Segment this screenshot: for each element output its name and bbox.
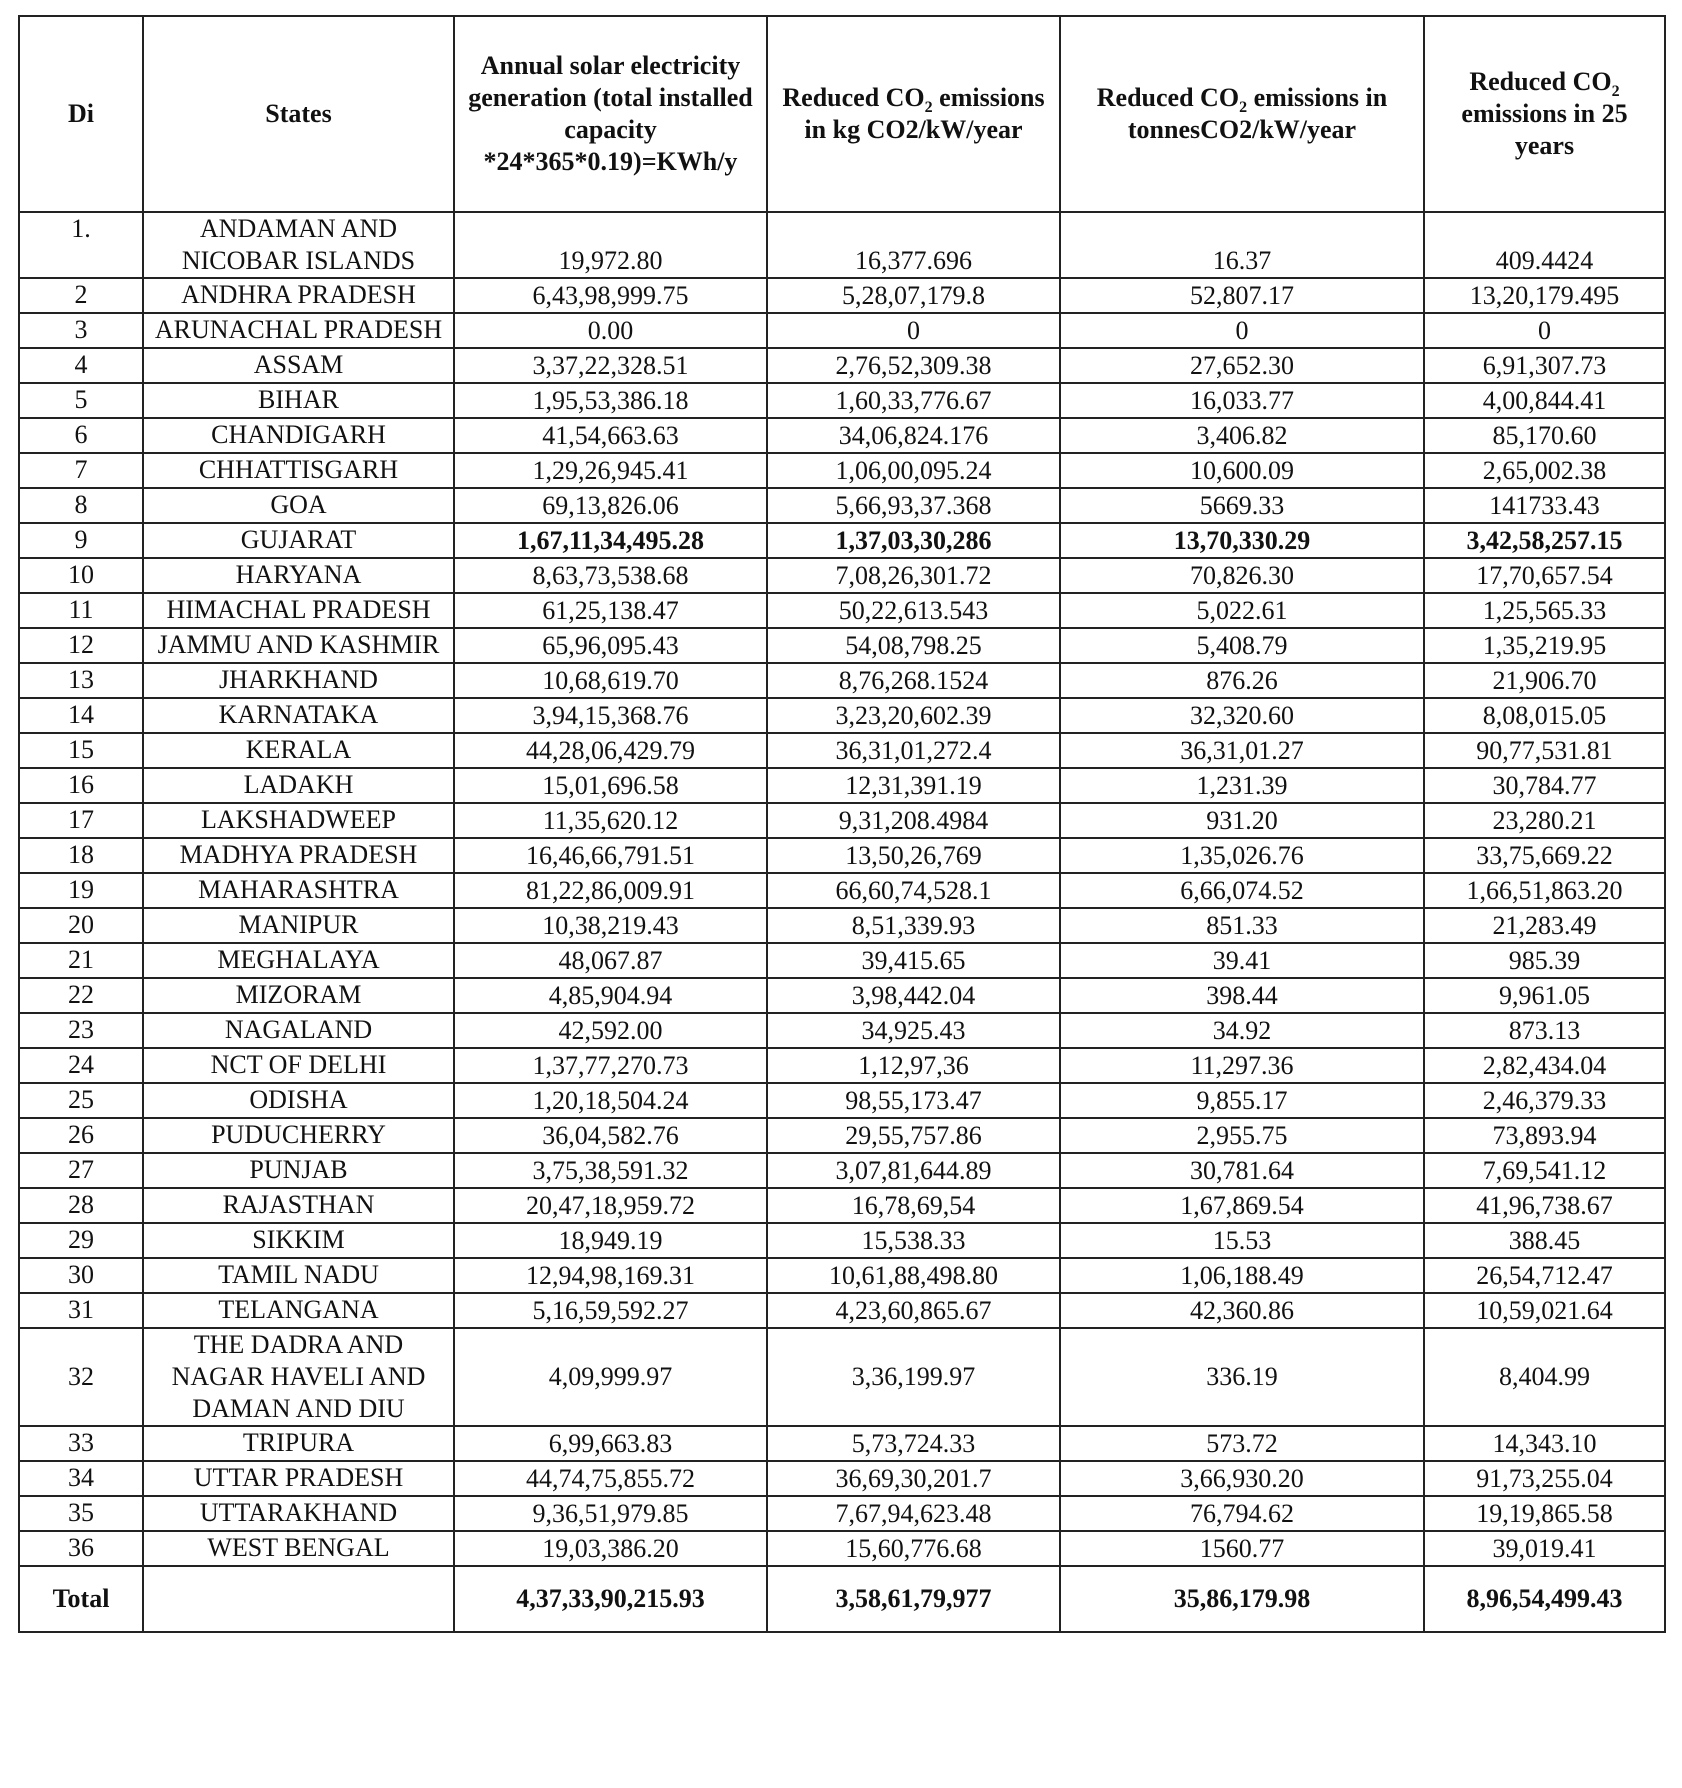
- row-reduced-25-years: 85,170.60: [1424, 418, 1665, 453]
- row-reduced-kg: 8,51,339.93: [767, 908, 1060, 943]
- total-tonnes: 35,86,179.98: [1060, 1566, 1424, 1632]
- row-index: 25: [19, 1083, 143, 1118]
- row-reduced-25-years: 14,343.10: [1424, 1426, 1665, 1461]
- table-row: [19, 1118, 1665, 1153]
- row-index: 29: [19, 1223, 143, 1258]
- row-state: GOA: [143, 488, 454, 523]
- row-reduced-25-years: 2,82,434.04: [1424, 1048, 1665, 1083]
- row-reduced-tonnes: 1560.77: [1060, 1531, 1424, 1566]
- row-reduced-25-years: 30,784.77: [1424, 768, 1665, 803]
- table-row: [19, 1258, 1665, 1293]
- row-reduced-25-years: 21,283.49: [1424, 908, 1665, 943]
- row-index: 15: [19, 733, 143, 768]
- table-row: [19, 1293, 1665, 1328]
- row-state: TAMIL NADU: [143, 1258, 454, 1293]
- row-reduced-tonnes: 3,406.82: [1060, 418, 1424, 453]
- row-annual-generation: 44,28,06,429.79: [454, 733, 767, 768]
- table-row: [19, 418, 1665, 453]
- total-kg: 3,58,61,79,977: [767, 1566, 1060, 1632]
- header-annual-generation: Annual solar electricity generation (total installed capacity *24*365*0.19)=KWh/y: [454, 16, 767, 212]
- row-reduced-25-years: 90,77,531.81: [1424, 733, 1665, 768]
- row-reduced-25-years: 388.45: [1424, 1223, 1665, 1258]
- table-row: [19, 1531, 1665, 1566]
- row-state: WEST BENGAL: [143, 1531, 454, 1566]
- row-reduced-25-years: 141733.43: [1424, 488, 1665, 523]
- row-state: SIKKIM: [143, 1223, 454, 1258]
- row-reduced-25-years: 409.4424: [1424, 212, 1665, 278]
- row-reduced-kg: 9,31,208.4984: [767, 803, 1060, 838]
- row-reduced-tonnes: 13,70,330.29: [1060, 523, 1424, 558]
- row-annual-generation: 41,54,663.63: [454, 418, 767, 453]
- total-state: [143, 1566, 454, 1632]
- row-reduced-25-years: 41,96,738.67: [1424, 1188, 1665, 1223]
- row-reduced-tonnes: 32,320.60: [1060, 698, 1424, 733]
- row-annual-generation: 11,35,620.12: [454, 803, 767, 838]
- row-reduced-25-years: 21,906.70: [1424, 663, 1665, 698]
- row-annual-generation: 65,96,095.43: [454, 628, 767, 663]
- row-reduced-tonnes: 9,855.17: [1060, 1083, 1424, 1118]
- row-reduced-kg: 54,08,798.25: [767, 628, 1060, 663]
- row-reduced-kg: 1,06,00,095.24: [767, 453, 1060, 488]
- total-label: Total: [19, 1566, 143, 1632]
- table-row: [19, 628, 1665, 663]
- row-state: ODISHA: [143, 1083, 454, 1118]
- row-annual-generation: 18,949.19: [454, 1223, 767, 1258]
- row-reduced-25-years: 9,961.05: [1424, 978, 1665, 1013]
- row-annual-generation: 4,85,904.94: [454, 978, 767, 1013]
- row-index: 35: [19, 1496, 143, 1531]
- row-index: 4: [19, 348, 143, 383]
- header-reduced-kg-prefix: Reduced CO: [782, 83, 925, 112]
- table-row: [19, 768, 1665, 803]
- row-reduced-kg: 3,98,442.04: [767, 978, 1060, 1013]
- row-state: ANDHRA PRADESH: [143, 278, 454, 313]
- row-reduced-kg: 1,12,97,36: [767, 1048, 1060, 1083]
- row-annual-generation: 5,16,59,592.27: [454, 1293, 767, 1328]
- row-state: CHANDIGARH: [143, 418, 454, 453]
- row-index: 26: [19, 1118, 143, 1153]
- header-reduced-25-years: [1424, 16, 1665, 212]
- row-reduced-tonnes: 3,66,930.20: [1060, 1461, 1424, 1496]
- row-reduced-tonnes: 5,022.61: [1060, 593, 1424, 628]
- row-reduced-tonnes: 10,600.09: [1060, 453, 1424, 488]
- row-index: 22: [19, 978, 143, 1013]
- row-reduced-25-years: 23,280.21: [1424, 803, 1665, 838]
- row-state: MAHARASHTRA: [143, 873, 454, 908]
- row-reduced-25-years: 8,08,015.05: [1424, 698, 1665, 733]
- row-annual-generation: 61,25,138.47: [454, 593, 767, 628]
- row-reduced-kg: 7,67,94,623.48: [767, 1496, 1060, 1531]
- row-reduced-tonnes: 15.53: [1060, 1223, 1424, 1258]
- row-index: 10: [19, 558, 143, 593]
- row-reduced-kg: 4,23,60,865.67: [767, 1293, 1060, 1328]
- row-reduced-tonnes: 6,66,074.52: [1060, 873, 1424, 908]
- row-annual-generation: 1,37,77,270.73: [454, 1048, 767, 1083]
- row-annual-generation: 81,22,86,009.91: [454, 873, 767, 908]
- row-index: 34: [19, 1461, 143, 1496]
- row-state: LADAKH: [143, 768, 454, 803]
- row-reduced-kg: 0: [767, 313, 1060, 348]
- row-reduced-tonnes: 398.44: [1060, 978, 1424, 1013]
- row-state: JAMMU AND KASHMIR: [143, 628, 454, 663]
- row-annual-generation: 0.00: [454, 313, 767, 348]
- row-state: CHHATTISGARH: [143, 453, 454, 488]
- row-reduced-kg: 50,22,613.543: [767, 593, 1060, 628]
- row-annual-generation: 42,592.00: [454, 1013, 767, 1048]
- row-annual-generation: 36,04,582.76: [454, 1118, 767, 1153]
- row-reduced-kg: 66,60,74,528.1: [767, 873, 1060, 908]
- row-index: 2: [19, 278, 143, 313]
- table-row: [19, 212, 1665, 278]
- row-reduced-25-years: 26,54,712.47: [1424, 1258, 1665, 1293]
- row-annual-generation: 16,46,66,791.51: [454, 838, 767, 873]
- row-state: LAKSHADWEEP: [143, 803, 454, 838]
- row-reduced-tonnes: 2,955.75: [1060, 1118, 1424, 1153]
- row-index: 36: [19, 1531, 143, 1566]
- row-annual-generation: 15,01,696.58: [454, 768, 767, 803]
- row-state: MEGHALAYA: [143, 943, 454, 978]
- table-row: [19, 1461, 1665, 1496]
- row-state: KARNATAKA: [143, 698, 454, 733]
- row-state: MIZORAM: [143, 978, 454, 1013]
- table-row: [19, 523, 1665, 558]
- row-reduced-tonnes: 34.92: [1060, 1013, 1424, 1048]
- row-state: PUDUCHERRY: [143, 1118, 454, 1153]
- row-reduced-tonnes: 52,807.17: [1060, 278, 1424, 313]
- total-annual: 4,37,33,90,215.93: [454, 1566, 767, 1632]
- table-row: [19, 383, 1665, 418]
- row-reduced-25-years: 873.13: [1424, 1013, 1665, 1048]
- row-reduced-25-years: 8,404.99: [1424, 1328, 1665, 1426]
- table-row: [19, 943, 1665, 978]
- row-index: 12: [19, 628, 143, 663]
- row-state: ARUNACHAL PRADESH: [143, 313, 454, 348]
- row-annual-generation: 20,47,18,959.72: [454, 1188, 767, 1223]
- table-row: [19, 278, 1665, 313]
- row-reduced-tonnes: 1,35,026.76: [1060, 838, 1424, 873]
- row-state: JHARKHAND: [143, 663, 454, 698]
- header-reduced-tonnes-prefix: Reduced CO: [1096, 83, 1240, 112]
- row-state: ASSAM: [143, 348, 454, 383]
- row-state: UTTARAKHAND: [143, 1496, 454, 1531]
- row-reduced-kg: 34,925.43: [767, 1013, 1060, 1048]
- row-reduced-25-years: 0: [1424, 313, 1665, 348]
- table-row: [19, 348, 1665, 383]
- table-row: [19, 803, 1665, 838]
- row-index: 7: [19, 453, 143, 488]
- row-reduced-kg: 15,60,776.68: [767, 1531, 1060, 1566]
- total-25-years: 8,96,54,499.43: [1424, 1566, 1665, 1632]
- row-reduced-tonnes: 16,033.77: [1060, 383, 1424, 418]
- row-reduced-kg: 7,08,26,301.72: [767, 558, 1060, 593]
- row-index: 19: [19, 873, 143, 908]
- row-reduced-kg: 16,377.696: [767, 212, 1060, 278]
- row-annual-generation: 3,37,22,328.51: [454, 348, 767, 383]
- row-reduced-kg: 3,23,20,602.39: [767, 698, 1060, 733]
- table-row: [19, 733, 1665, 768]
- row-annual-generation: 10,68,619.70: [454, 663, 767, 698]
- row-annual-generation: 44,74,75,855.72: [454, 1461, 767, 1496]
- row-index: 5: [19, 383, 143, 418]
- table-row: [19, 1153, 1665, 1188]
- header-reduced-tonnes: [1060, 16, 1424, 212]
- table-row: [19, 1188, 1665, 1223]
- row-index: 17: [19, 803, 143, 838]
- row-annual-generation: 3,94,15,368.76: [454, 698, 767, 733]
- table-row: [19, 908, 1665, 943]
- row-reduced-tonnes: 39.41: [1060, 943, 1424, 978]
- header-di: Di: [19, 16, 143, 212]
- row-index: 32: [19, 1328, 143, 1426]
- row-state: NAGALAND: [143, 1013, 454, 1048]
- row-index: 8: [19, 488, 143, 523]
- row-reduced-kg: 3,07,81,644.89: [767, 1153, 1060, 1188]
- table-row: [19, 978, 1665, 1013]
- table-row: [19, 663, 1665, 698]
- row-reduced-tonnes: 70,826.30: [1060, 558, 1424, 593]
- row-reduced-kg: 2,76,52,309.38: [767, 348, 1060, 383]
- row-reduced-25-years: 985.39: [1424, 943, 1665, 978]
- row-reduced-25-years: 1,66,51,863.20: [1424, 873, 1665, 908]
- row-index: 30: [19, 1258, 143, 1293]
- row-annual-generation: 9,36,51,979.85: [454, 1496, 767, 1531]
- row-annual-generation: 6,99,663.83: [454, 1426, 767, 1461]
- row-reduced-tonnes: 5669.33: [1060, 488, 1424, 523]
- row-reduced-kg: 5,28,07,179.8: [767, 278, 1060, 313]
- row-index: 24: [19, 1048, 143, 1083]
- row-annual-generation: 6,43,98,999.75: [454, 278, 767, 313]
- table-row: [19, 873, 1665, 908]
- row-reduced-kg: 5,66,93,37.368: [767, 488, 1060, 523]
- row-state: PUNJAB: [143, 1153, 454, 1188]
- row-reduced-tonnes: 11,297.36: [1060, 1048, 1424, 1083]
- row-state: ANDAMAN AND NICOBAR ISLANDS: [143, 212, 454, 278]
- row-reduced-25-years: 10,59,021.64: [1424, 1293, 1665, 1328]
- row-reduced-25-years: 73,893.94: [1424, 1118, 1665, 1153]
- row-reduced-25-years: 3,42,58,257.15: [1424, 523, 1665, 558]
- row-annual-generation: 1,20,18,504.24: [454, 1083, 767, 1118]
- row-reduced-kg: 29,55,757.86: [767, 1118, 1060, 1153]
- table-row: [19, 1496, 1665, 1531]
- header-reduced-tonnes-suffix: emissions in tonnesCO2/kW/year: [1127, 83, 1388, 144]
- row-reduced-kg: 34,06,824.176: [767, 418, 1060, 453]
- row-reduced-25-years: 17,70,657.54: [1424, 558, 1665, 593]
- row-annual-generation: 4,09,999.97: [454, 1328, 767, 1426]
- table-row: [19, 1083, 1665, 1118]
- row-reduced-kg: 10,61,88,498.80: [767, 1258, 1060, 1293]
- row-state: BIHAR: [143, 383, 454, 418]
- row-state: NCT OF DELHI: [143, 1048, 454, 1083]
- row-index: 11: [19, 593, 143, 628]
- table-row: [19, 1426, 1665, 1461]
- row-annual-generation: 19,972.80: [454, 212, 767, 278]
- row-reduced-25-years: 19,19,865.58: [1424, 1496, 1665, 1531]
- row-reduced-tonnes: 931.20: [1060, 803, 1424, 838]
- table-row: [19, 838, 1665, 873]
- row-annual-generation: 48,067.87: [454, 943, 767, 978]
- row-index: 6: [19, 418, 143, 453]
- row-index: 9: [19, 523, 143, 558]
- row-reduced-kg: 98,55,173.47: [767, 1083, 1060, 1118]
- row-state: GUJARAT: [143, 523, 454, 558]
- row-index: 3: [19, 313, 143, 348]
- row-reduced-tonnes: 36,31,01.27: [1060, 733, 1424, 768]
- row-reduced-25-years: 7,69,541.12: [1424, 1153, 1665, 1188]
- table-row: [19, 558, 1665, 593]
- row-reduced-tonnes: 76,794.62: [1060, 1496, 1424, 1531]
- row-reduced-25-years: 39,019.41: [1424, 1531, 1665, 1566]
- row-annual-generation: 10,38,219.43: [454, 908, 767, 943]
- row-reduced-kg: 13,50,26,769: [767, 838, 1060, 873]
- row-state: THE DADRA AND NAGAR HAVELI AND DAMAN AND DIU: [143, 1328, 454, 1426]
- row-index: 28: [19, 1188, 143, 1223]
- row-reduced-tonnes: 16.37: [1060, 212, 1424, 278]
- header-reduced-25-years-prefix: Reduced CO: [1469, 67, 1612, 96]
- row-state: TRIPURA: [143, 1426, 454, 1461]
- row-index: 1.: [19, 212, 143, 278]
- row-reduced-kg: 15,538.33: [767, 1223, 1060, 1258]
- row-state: TELANGANA: [143, 1293, 454, 1328]
- row-index: 13: [19, 663, 143, 698]
- row-reduced-tonnes: 1,06,188.49: [1060, 1258, 1424, 1293]
- row-reduced-kg: 36,69,30,201.7: [767, 1461, 1060, 1496]
- row-index: 23: [19, 1013, 143, 1048]
- row-reduced-tonnes: 30,781.64: [1060, 1153, 1424, 1188]
- header-reduced-kg-suffix: emissions in kg CO2/kW/year: [804, 83, 1045, 144]
- row-annual-generation: 12,94,98,169.31: [454, 1258, 767, 1293]
- row-reduced-25-years: 2,65,002.38: [1424, 453, 1665, 488]
- header-states: States: [143, 16, 454, 212]
- row-index: 20: [19, 908, 143, 943]
- table-row: [19, 488, 1665, 523]
- row-index: 21: [19, 943, 143, 978]
- table-row: [19, 1048, 1665, 1083]
- row-reduced-tonnes: 42,360.86: [1060, 1293, 1424, 1328]
- row-reduced-tonnes: 336.19: [1060, 1328, 1424, 1426]
- table-row: [19, 1328, 1665, 1426]
- row-index: 33: [19, 1426, 143, 1461]
- row-reduced-25-years: 91,73,255.04: [1424, 1461, 1665, 1496]
- row-state: KERALA: [143, 733, 454, 768]
- row-index: 14: [19, 698, 143, 733]
- row-reduced-tonnes: 27,652.30: [1060, 348, 1424, 383]
- row-annual-generation: 19,03,386.20: [454, 1531, 767, 1566]
- row-reduced-25-years: 1,25,565.33: [1424, 593, 1665, 628]
- row-reduced-kg: 1,60,33,776.67: [767, 383, 1060, 418]
- row-reduced-25-years: 6,91,307.73: [1424, 348, 1665, 383]
- row-state: HIMACHAL PRADESH: [143, 593, 454, 628]
- header-row: [19, 16, 1665, 212]
- row-annual-generation: 1,95,53,386.18: [454, 383, 767, 418]
- row-reduced-tonnes: 1,231.39: [1060, 768, 1424, 803]
- row-reduced-kg: 8,76,268.1524: [767, 663, 1060, 698]
- row-index: 27: [19, 1153, 143, 1188]
- header-reduced-25-years-suffix: emissions in 25 years: [1461, 99, 1628, 160]
- row-reduced-kg: 36,31,01,272.4: [767, 733, 1060, 768]
- table-row: [19, 453, 1665, 488]
- row-reduced-tonnes: 876.26: [1060, 663, 1424, 698]
- table-row: [19, 698, 1665, 733]
- row-reduced-kg: 39,415.65: [767, 943, 1060, 978]
- row-reduced-tonnes: 1,67,869.54: [1060, 1188, 1424, 1223]
- table-row: [19, 313, 1665, 348]
- emissions-table: [18, 15, 1666, 1633]
- row-reduced-25-years: 13,20,179.495: [1424, 278, 1665, 313]
- row-reduced-tonnes: 5,408.79: [1060, 628, 1424, 663]
- header-reduced-tonnes-sub: 2: [1239, 99, 1248, 117]
- row-state: UTTAR PRADESH: [143, 1461, 454, 1496]
- row-state: RAJASTHAN: [143, 1188, 454, 1223]
- row-reduced-25-years: 1,35,219.95: [1424, 628, 1665, 663]
- header-reduced-kg-sub: 2: [924, 99, 933, 117]
- row-annual-generation: 8,63,73,538.68: [454, 558, 767, 593]
- row-annual-generation: 3,75,38,591.32: [454, 1153, 767, 1188]
- row-state: HARYANA: [143, 558, 454, 593]
- row-index: 16: [19, 768, 143, 803]
- row-reduced-kg: 1,37,03,30,286: [767, 523, 1060, 558]
- row-index: 18: [19, 838, 143, 873]
- row-reduced-tonnes: 0: [1060, 313, 1424, 348]
- total-row: [19, 1566, 1665, 1632]
- row-reduced-tonnes: 851.33: [1060, 908, 1424, 943]
- row-annual-generation: 1,29,26,945.41: [454, 453, 767, 488]
- row-annual-generation: 69,13,826.06: [454, 488, 767, 523]
- row-reduced-25-years: 2,46,379.33: [1424, 1083, 1665, 1118]
- row-reduced-kg: 5,73,724.33: [767, 1426, 1060, 1461]
- row-reduced-kg: 12,31,391.19: [767, 768, 1060, 803]
- table-row: [19, 1013, 1665, 1048]
- row-reduced-kg: 16,78,69,54: [767, 1188, 1060, 1223]
- row-reduced-kg: 3,36,199.97: [767, 1328, 1060, 1426]
- table-row: [19, 1223, 1665, 1258]
- header-reduced-kg: [767, 16, 1060, 212]
- table-row: [19, 593, 1665, 628]
- row-reduced-25-years: 4,00,844.41: [1424, 383, 1665, 418]
- row-state: MANIPUR: [143, 908, 454, 943]
- header-reduced-25-years-sub: 2: [1611, 83, 1620, 101]
- row-index: 31: [19, 1293, 143, 1328]
- row-state: MADHYA PRADESH: [143, 838, 454, 873]
- row-reduced-tonnes: 573.72: [1060, 1426, 1424, 1461]
- row-reduced-25-years: 33,75,669.22: [1424, 838, 1665, 873]
- row-annual-generation: 1,67,11,34,495.28: [454, 523, 767, 558]
